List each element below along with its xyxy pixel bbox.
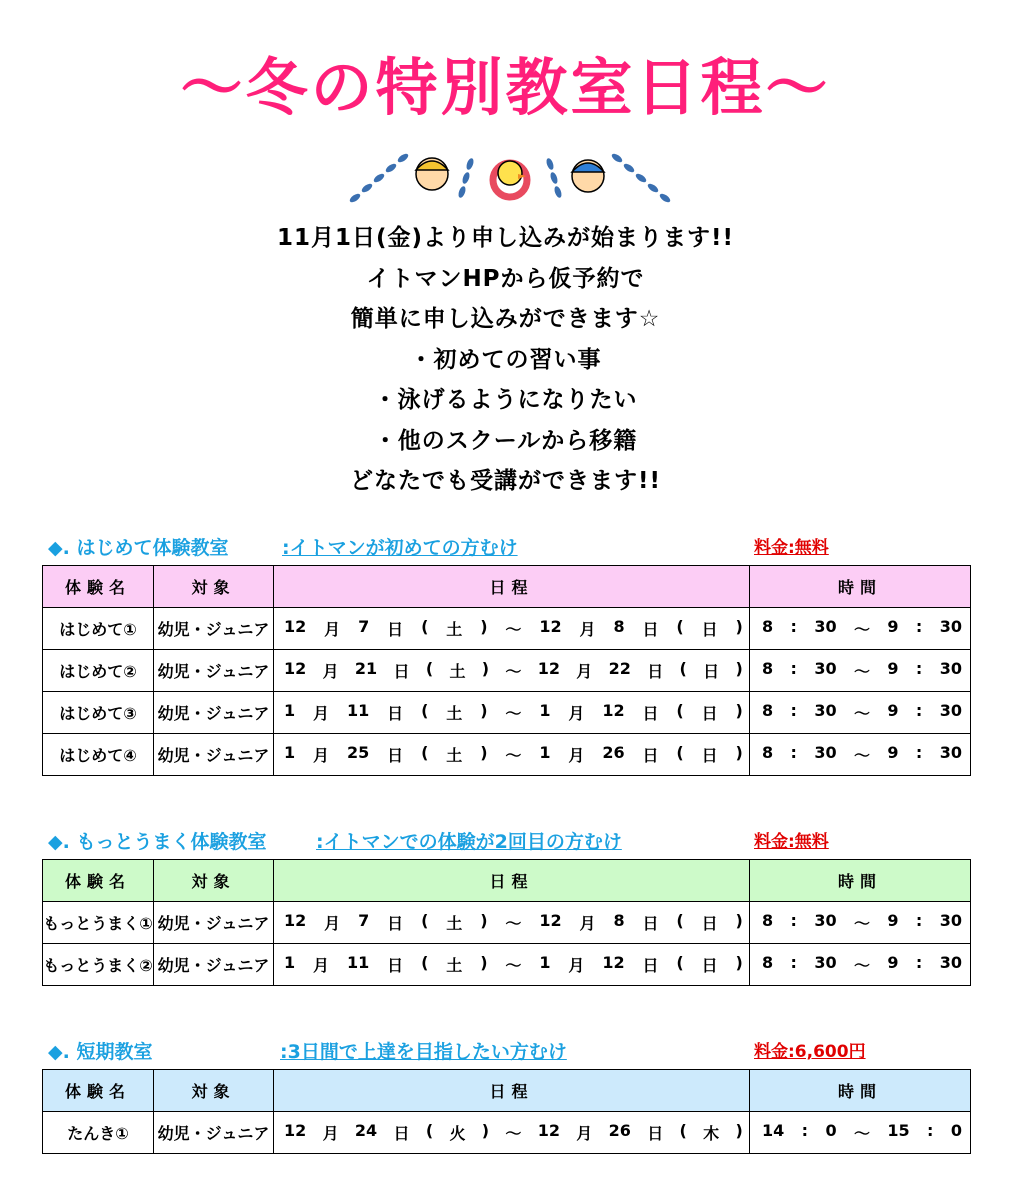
- time-token: :: [790, 701, 797, 720]
- date-token: 25: [346, 743, 370, 762]
- class-name-cell: もっとうまく①: [43, 902, 154, 944]
- date-token: (: [676, 953, 684, 972]
- time-cell: [750, 608, 971, 650]
- time-token: 30: [814, 617, 837, 636]
- date-token: (: [425, 1121, 434, 1140]
- date-token: 〜: [505, 620, 522, 639]
- date-token: ): [735, 953, 743, 972]
- header-schedule: 日程: [274, 860, 750, 902]
- date-token: ): [480, 953, 488, 972]
- time-token: 30: [939, 953, 962, 972]
- date-token: 月: [576, 662, 593, 681]
- time-token: 30: [939, 701, 962, 720]
- time-token: 14: [762, 1121, 785, 1140]
- time-token: :: [790, 659, 797, 678]
- section-header-tanki: [48, 1037, 978, 1067]
- date-token: 1: [284, 953, 296, 972]
- time-cell: [750, 692, 971, 734]
- time-token: 9: [887, 701, 899, 720]
- date-token: 日: [647, 1124, 664, 1143]
- time-token: 30: [814, 953, 837, 972]
- time-token: 30: [814, 659, 837, 678]
- time-token: 〜: [853, 1124, 870, 1143]
- date-token: 土: [446, 914, 463, 933]
- date-token: ): [480, 743, 488, 762]
- date-token: 月: [568, 704, 585, 723]
- date-token: ): [480, 617, 488, 636]
- date-token: (: [421, 617, 429, 636]
- date-token: 月: [313, 746, 330, 765]
- time-cell: [750, 734, 971, 776]
- time-token: 9: [887, 911, 899, 930]
- target-cell: 幼児・ジュニア: [154, 902, 274, 944]
- target-cell: 幼児・ジュニア: [154, 944, 274, 986]
- time-token: 〜: [853, 662, 870, 681]
- time-token: 〜: [853, 746, 870, 765]
- schedule-table-hajimete: [42, 565, 971, 776]
- date-token: ): [735, 743, 743, 762]
- table-row: [43, 902, 971, 944]
- date-token: 土: [449, 662, 466, 681]
- date-token: 12: [284, 911, 307, 930]
- date-token: (: [679, 1121, 687, 1140]
- time-token: 9: [887, 743, 899, 762]
- time-token: 30: [939, 911, 962, 930]
- date-token: 日: [701, 914, 718, 933]
- class-name-cell: たんき①: [43, 1112, 154, 1154]
- time-token: 30: [814, 911, 837, 930]
- date-token: 1: [539, 953, 551, 972]
- date-token: 日: [642, 620, 659, 639]
- date-token: (: [421, 701, 429, 720]
- date-token: 12: [537, 659, 560, 678]
- date-token: 8: [613, 617, 625, 636]
- table-row: [43, 944, 971, 986]
- date-token: 〜: [505, 746, 522, 765]
- header-target: 対象: [154, 566, 274, 608]
- time-cell: [750, 944, 971, 986]
- date-token: 日: [701, 620, 718, 639]
- time-token: 8: [762, 743, 774, 762]
- date-token: 月: [579, 914, 596, 933]
- date-token: (: [676, 743, 684, 762]
- time-token: 30: [814, 701, 837, 720]
- time-token: :: [790, 617, 797, 636]
- schedule-cell: [274, 650, 750, 692]
- date-token: 日: [703, 662, 720, 681]
- date-token: 月: [579, 620, 596, 639]
- section-description: :イトマンが初めての方むけ: [282, 537, 518, 559]
- time-token: :: [915, 701, 923, 720]
- time-token: 8: [762, 701, 774, 720]
- date-token: 土: [446, 620, 463, 639]
- date-token: (: [676, 701, 684, 720]
- date-token: 〜: [505, 914, 522, 933]
- date-token: 〜: [505, 1124, 522, 1143]
- time-token: :: [801, 1121, 809, 1140]
- time-token: 0: [825, 1121, 837, 1140]
- header-time: 時間: [750, 860, 971, 902]
- header-time: 時間: [750, 566, 971, 608]
- time-token: 〜: [853, 704, 870, 723]
- header-name: 体験名: [43, 566, 154, 608]
- time-token: :: [790, 743, 797, 762]
- table-row: [43, 650, 971, 692]
- date-token: (: [421, 911, 429, 930]
- date-token: 日: [642, 956, 659, 975]
- target-cell: 幼児・ジュニア: [154, 734, 274, 776]
- date-token: 日: [393, 1124, 410, 1143]
- header-target: 対象: [154, 1070, 274, 1112]
- date-token: ): [735, 659, 743, 678]
- date-token: 月: [322, 662, 339, 681]
- class-name-cell: もっとうまく②: [43, 944, 154, 986]
- date-token: 日: [387, 746, 404, 765]
- date-token: 24: [354, 1121, 378, 1140]
- target-cell: 幼児・ジュニア: [154, 692, 274, 734]
- date-token: 火: [449, 1124, 466, 1143]
- date-token: 12: [602, 953, 625, 972]
- date-token: 日: [701, 746, 718, 765]
- date-token: 〜: [505, 704, 522, 723]
- header-schedule: 日程: [274, 1070, 750, 1112]
- date-token: 土: [446, 746, 463, 765]
- header-name: 体験名: [43, 860, 154, 902]
- time-cell: [750, 902, 971, 944]
- table-header-row: [43, 566, 971, 608]
- section-fee: 料金:6,600円: [754, 1042, 866, 1062]
- time-token: 30: [939, 617, 962, 636]
- date-token: 11: [346, 953, 370, 972]
- time-cell: [750, 650, 971, 692]
- date-token: ): [735, 617, 743, 636]
- date-token: 12: [539, 911, 562, 930]
- date-token: 月: [568, 746, 585, 765]
- date-token: 21: [354, 659, 378, 678]
- time-token: 15: [887, 1121, 910, 1140]
- date-token: 土: [446, 704, 463, 723]
- section-title: ◆. はじめて体験教室: [48, 537, 229, 559]
- date-token: 7: [358, 911, 370, 930]
- time-token: :: [790, 911, 797, 930]
- date-token: 〜: [505, 662, 522, 681]
- date-token: 日: [387, 914, 404, 933]
- header-schedule: 日程: [274, 566, 750, 608]
- date-token: 木: [703, 1124, 720, 1143]
- target-cell: 幼児・ジュニア: [154, 1112, 274, 1154]
- time-token: :: [915, 911, 923, 930]
- intro-line: ・初めての習い事: [409, 346, 602, 373]
- table-row: [43, 692, 971, 734]
- date-token: 26: [608, 1121, 631, 1140]
- time-token: :: [915, 953, 923, 972]
- date-token: 1: [284, 701, 296, 720]
- time-token: 8: [762, 617, 774, 636]
- date-token: 1: [539, 701, 551, 720]
- date-token: ): [735, 701, 743, 720]
- intro-line: イトマンHPから仮予約で: [366, 265, 645, 292]
- class-name-cell: はじめて①: [43, 608, 154, 650]
- date-token: (: [425, 659, 434, 678]
- date-token: (: [679, 659, 687, 678]
- time-token: :: [915, 659, 923, 678]
- time-token: :: [915, 617, 923, 636]
- intro-line: どなたでも受講ができます!!: [350, 468, 661, 494]
- date-token: 12: [537, 1121, 560, 1140]
- page-title: 〜冬の特別教室日程〜: [180, 51, 831, 124]
- date-token: 12: [284, 617, 307, 636]
- time-token: 9: [887, 617, 899, 636]
- section-header-mottoumaku: [48, 827, 978, 857]
- date-token: 日: [387, 620, 404, 639]
- date-token: 月: [313, 704, 330, 723]
- date-token: 日: [701, 956, 718, 975]
- date-token: 日: [642, 914, 659, 933]
- date-token: 月: [324, 914, 341, 933]
- date-token: 7: [358, 617, 370, 636]
- target-cell: 幼児・ジュニア: [154, 608, 274, 650]
- date-token: ): [481, 1121, 490, 1140]
- section-description: :3日間で上達を目指したい方むけ: [280, 1041, 567, 1063]
- date-token: (: [676, 617, 684, 636]
- date-token: (: [421, 743, 429, 762]
- time-cell: [750, 1112, 971, 1154]
- time-token: 30: [814, 743, 837, 762]
- date-token: 1: [284, 743, 296, 762]
- date-token: 月: [322, 1124, 339, 1143]
- intro-text: [0, 218, 1011, 502]
- date-token: 12: [284, 659, 307, 678]
- section-title: ◆. もっとうまく体験教室: [48, 831, 267, 853]
- schedule-cell: [274, 944, 750, 986]
- date-token: ): [735, 1121, 743, 1140]
- schedule-cell: [274, 1112, 750, 1154]
- time-token: :: [790, 953, 797, 972]
- time-token: 9: [887, 953, 899, 972]
- date-token: 12: [602, 701, 625, 720]
- schedule-table-tanki: [42, 1069, 971, 1154]
- swimmers-illustration: [340, 140, 680, 210]
- table-row: [43, 608, 971, 650]
- header-target: 対象: [154, 860, 274, 902]
- date-token: 22: [608, 659, 631, 678]
- schedule-cell: [274, 902, 750, 944]
- header-name: 体験名: [43, 1070, 154, 1112]
- date-token: 26: [602, 743, 625, 762]
- date-token: ): [735, 911, 743, 930]
- class-name-cell: はじめて③: [43, 692, 154, 734]
- time-token: 9: [887, 659, 899, 678]
- intro-line: 簡単に申し込みができます☆: [350, 306, 661, 332]
- section-fee: 料金:無料: [754, 538, 829, 558]
- date-token: 1: [539, 743, 551, 762]
- date-token: 日: [701, 704, 718, 723]
- date-token: (: [676, 911, 684, 930]
- time-token: 0: [950, 1121, 962, 1140]
- time-token: :: [927, 1121, 934, 1140]
- time-token: 8: [762, 911, 774, 930]
- intro-line: ・他のスクールから移籍: [373, 427, 638, 454]
- date-token: 12: [539, 617, 562, 636]
- date-token: ): [480, 911, 488, 930]
- time-token: 30: [939, 659, 962, 678]
- time-token: 8: [762, 659, 774, 678]
- class-name-cell: はじめて④: [43, 734, 154, 776]
- section-description: :イトマンでの体験が2回目の方むけ: [316, 831, 622, 853]
- time-token: 〜: [853, 914, 870, 933]
- date-token: 12: [284, 1121, 307, 1140]
- time-token: :: [915, 743, 923, 762]
- intro-line: ・泳げるようになりたい: [373, 387, 638, 413]
- time-token: 30: [939, 743, 962, 762]
- section-fee: 料金:無料: [754, 832, 829, 852]
- date-token: ): [481, 659, 490, 678]
- header-time: 時間: [750, 1070, 971, 1112]
- table-header-row: [43, 1070, 971, 1112]
- section-header-hajimete: [48, 533, 978, 563]
- time-token: 8: [762, 953, 774, 972]
- date-token: 8: [613, 911, 625, 930]
- date-token: (: [421, 953, 429, 972]
- target-cell: 幼児・ジュニア: [154, 650, 274, 692]
- intro-line: 11月1日(金)より申し込みが始まります!!: [276, 225, 734, 251]
- date-token: 日: [387, 956, 404, 975]
- date-token: 月: [568, 956, 585, 975]
- date-token: 月: [313, 956, 330, 975]
- time-token: 〜: [853, 620, 870, 639]
- date-token: 日: [387, 704, 404, 723]
- table-row: [43, 1112, 971, 1154]
- date-token: 土: [446, 956, 463, 975]
- schedule-cell: [274, 734, 750, 776]
- date-token: 日: [393, 662, 410, 681]
- date-token: 〜: [505, 956, 522, 975]
- date-token: 11: [346, 701, 370, 720]
- section-title: ◆. 短期教室: [48, 1041, 153, 1063]
- date-token: 日: [642, 704, 659, 723]
- date-token: 日: [647, 662, 664, 681]
- schedule-table-mottoumaku: [42, 859, 971, 986]
- schedule-cell: [274, 608, 750, 650]
- class-name-cell: はじめて②: [43, 650, 154, 692]
- date-token: 日: [642, 746, 659, 765]
- date-token: 月: [324, 620, 341, 639]
- table-row: [43, 734, 971, 776]
- table-header-row: [43, 860, 971, 902]
- schedule-cell: [274, 692, 750, 734]
- time-token: 〜: [853, 956, 870, 975]
- date-token: ): [480, 701, 488, 720]
- date-token: 月: [576, 1124, 593, 1143]
